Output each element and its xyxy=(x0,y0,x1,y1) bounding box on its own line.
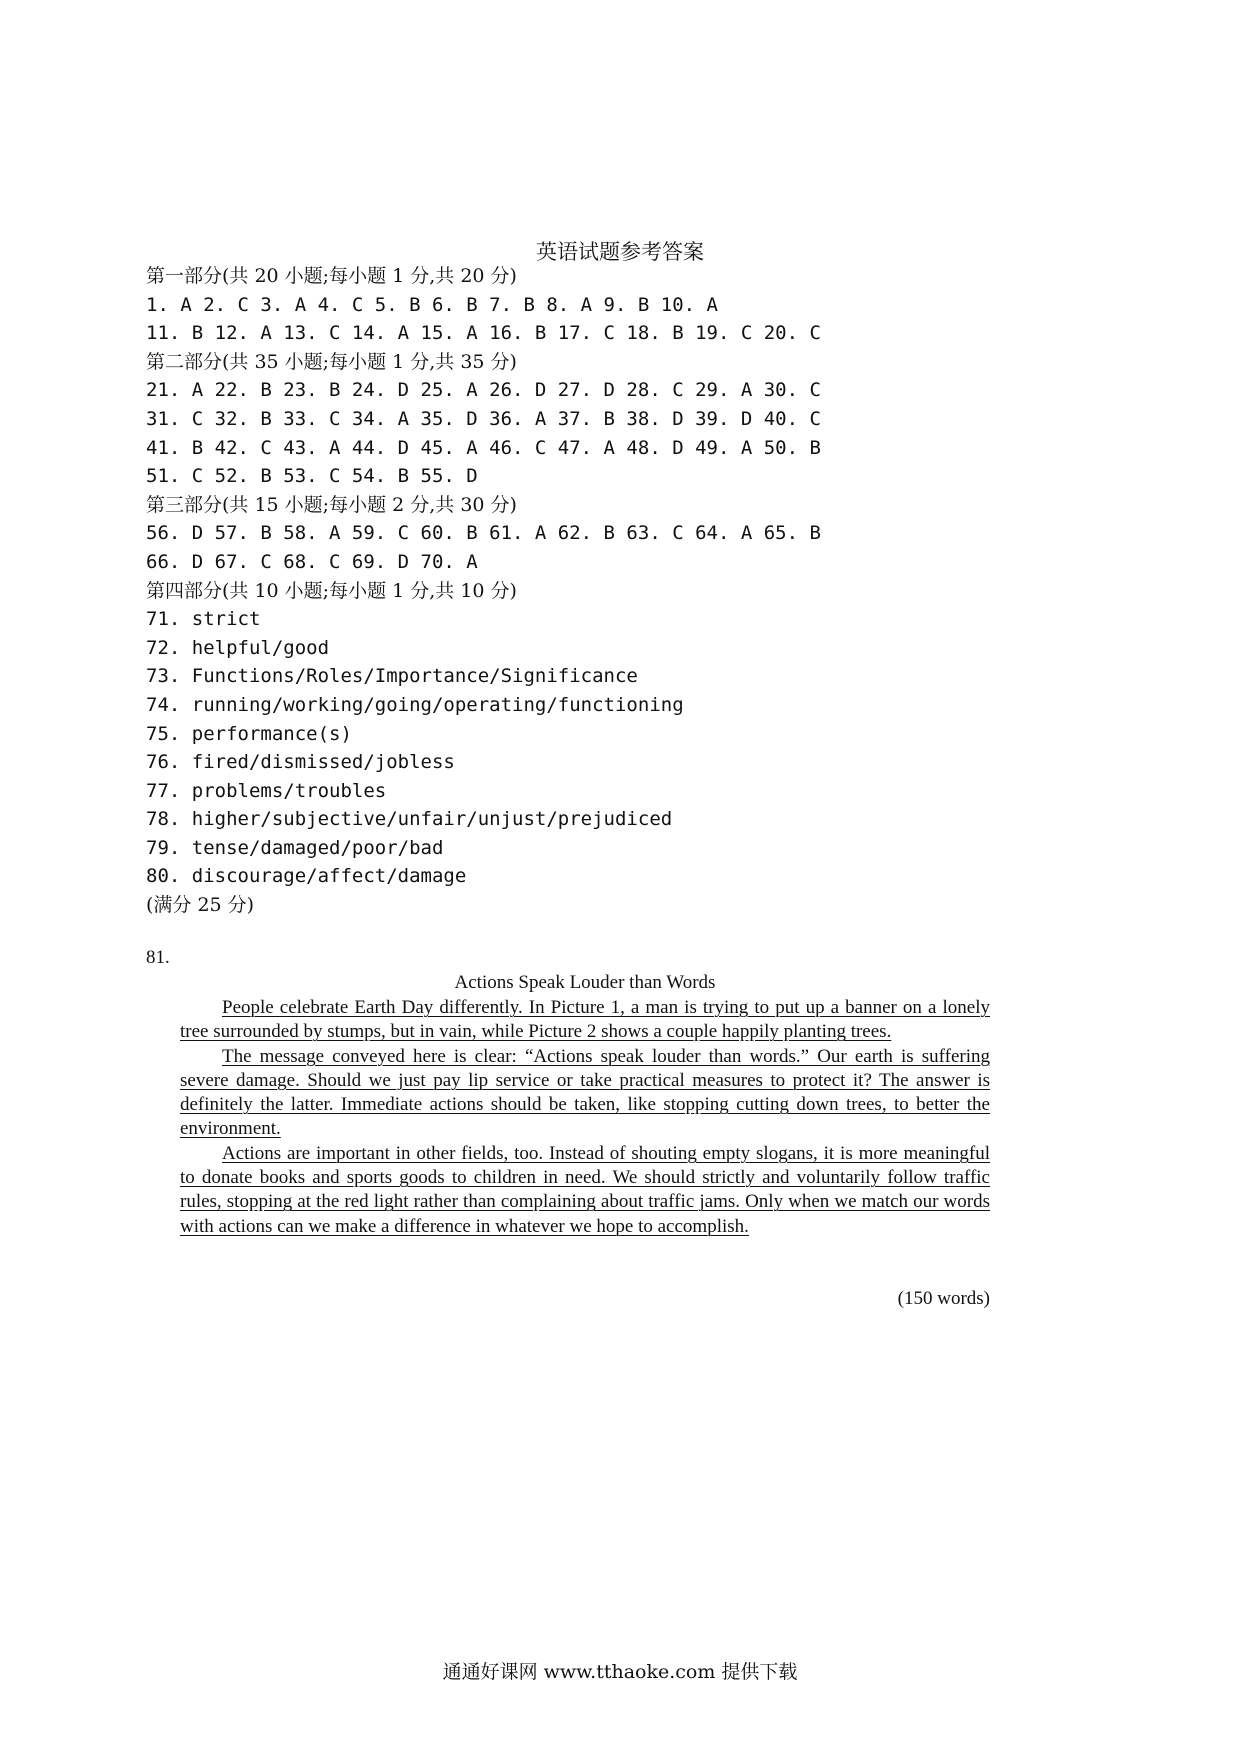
footer-credit: 通通好课网 www.tthaoke.com 提供下载 xyxy=(442,1661,798,1683)
answer-row: 51. C 52. B 53. C 54. B 55. D xyxy=(146,465,478,488)
word-count: (150 words) xyxy=(897,1288,990,1309)
part1-heading: 第一部分(共 20 小题;每小题 1 分,共 20 分) xyxy=(146,265,517,287)
answer-item: 80. discourage/affect/damage xyxy=(146,865,467,888)
answer-row: 1. A 2. C 3. A 4. C 5. B 6. B 7. B 8. A 9. B 10. A xyxy=(146,293,718,316)
answer-item: 72. helpful/good xyxy=(146,636,330,659)
answer-row: 11. B 12. A 13. C 14. A 15. A 16. B 17. C 18. B 19. C 20. C xyxy=(146,322,821,345)
answer-item: 77. problems/troubles xyxy=(146,779,387,802)
answer-item: 73. Functions/Roles/Importance/Significance xyxy=(146,665,638,688)
essay-title: Actions Speak Louder than Words xyxy=(454,972,716,993)
answer-item: 79. tense/damaged/poor/bad xyxy=(146,836,444,859)
answer-row: 56. D 57. B 58. A 59. C 60. B 61. A 62. B 63. C 64. A 65. B xyxy=(146,522,821,545)
essay-paragraph: People celebrate Earth Day differently. In Picture 1, a man is trying to put up a banner on a lonely tree surrounded by stumps, but in vain, while Picture 2 shows a couple happily planting trees. xyxy=(180,997,990,1043)
answer-item: 78. higher/subjective/unfair/unjust/prejudiced xyxy=(146,808,673,831)
answer-row: 31. C 32. B 33. C 34. A 35. D 36. A 37. B 38. D 39. D 40. C xyxy=(146,407,821,430)
essay-number: 81. xyxy=(146,947,170,968)
document-title: 英语试题参考答案 xyxy=(536,240,704,264)
answer-item: 75. performance(s) xyxy=(146,722,352,745)
part5-heading: (满分 25 分) xyxy=(146,894,255,917)
answer-row: 21. A 22. B 23. B 24. D 25. A 26. D 27. D 28. C 29. A 30. C xyxy=(146,379,821,402)
essay-paragraph: Actions are important in other fields, too. Instead of shouting empty slogans, it is more meaningful to donate books and sports goods to children in need. We should strictly and voluntarily follow traffic rules, stopping at the red light rather than complaining about traffic jams. Only when we match our words with actions can we make a difference in whatever we hope to accomplish. xyxy=(180,1142,990,1237)
answer-row: 66. D 67. C 68. C 69. D 70. A xyxy=(146,550,478,573)
answer-key xyxy=(146,262,1046,920)
part2-heading: 第二部分(共 35 小题;每小题 1 分,共 35 分) xyxy=(146,350,517,373)
part3-heading: 第三部分(共 15 小题;每小题 2 分,共 30 分) xyxy=(146,493,517,516)
answer-item: 71. strict xyxy=(146,608,261,631)
answer-item: 76. fired/dismissed/jobless xyxy=(146,751,455,774)
part4-heading: 第四部分(共 10 小题;每小题 1 分,共 10 分) xyxy=(146,579,517,602)
essay-paragraph: The message conveyed here is clear: “Actions speak louder than words.” Our earth is suffering severe damage. Should we just pay lip service or take practical measures to protect it? The answer is definitely the latter. Immediate actions should be taken, like stopping cutting down trees, to better the environment. xyxy=(180,1045,990,1140)
essay-body xyxy=(180,996,990,1239)
answer-row: 41. B 42. C 43. A 44. D 45. A 46. C 47. A 48. D 49. A 50. B xyxy=(146,436,821,459)
answer-item: 74. running/working/going/operating/functioning xyxy=(146,693,684,716)
